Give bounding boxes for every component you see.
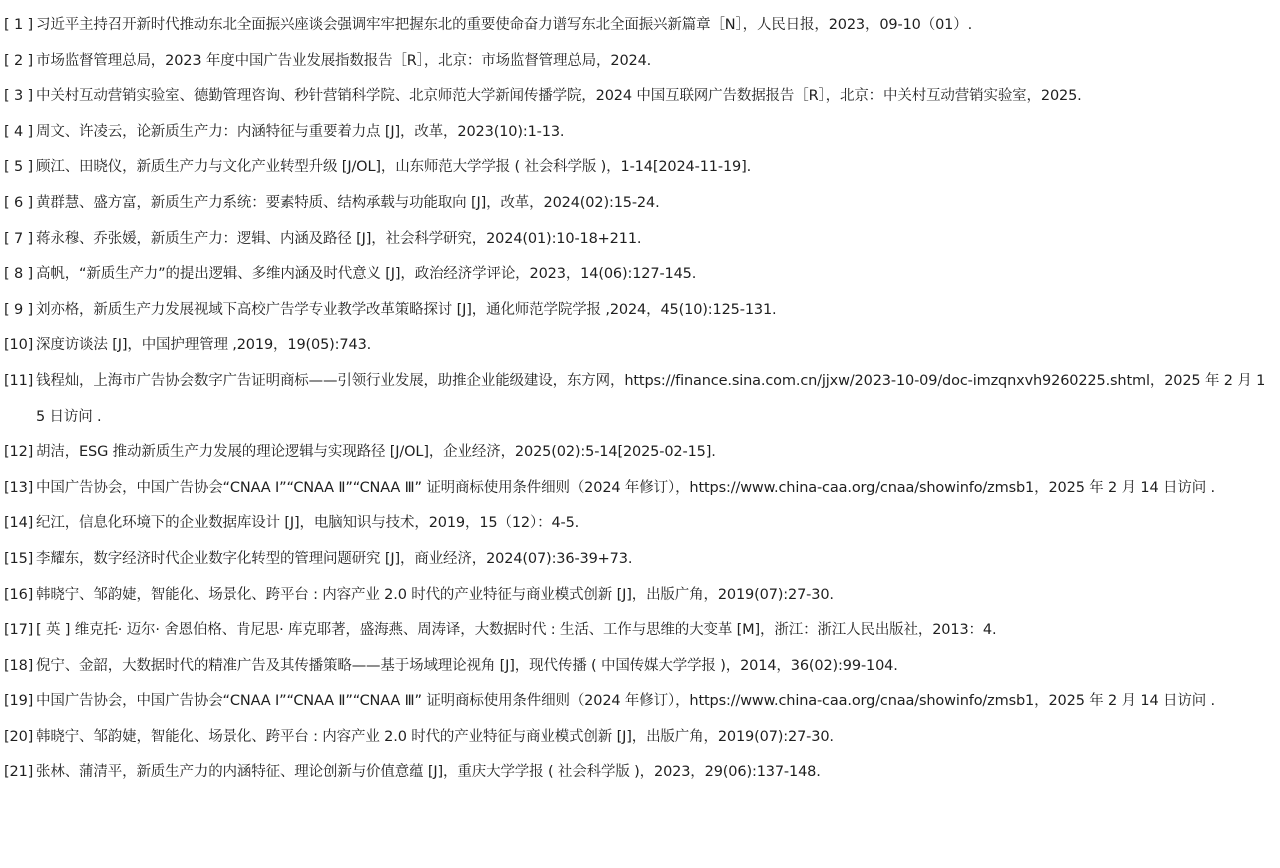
reference-number: [ 9 ] <box>4 301 34 318</box>
reference-item <box>4 328 1274 364</box>
reference-text: 中国广告协会，中国广告协会“CNAA Ⅰ”“CNAA Ⅱ”“CNAA Ⅲ” 证明商标使用条件细则（2024 年修订），https://www.china-caa.org/cnaa/showinfo/zmsb1，2025 年 2 月 14 日访问 . <box>36 693 1215 710</box>
reference-text: 市场监督管理总局，2023 年度中国广告业发展指数报告［R］，北京：市场监督管理总局，2024. <box>36 52 652 69</box>
reference-item <box>4 293 1274 329</box>
reference-number: [18] <box>4 657 34 674</box>
reference-text: 纪江，信息化环境下的企业数据库设计 [J]，电脑知识与技术，2019，15（12）：4-5. <box>36 515 580 532</box>
reference-number: [ 6 ] <box>4 194 34 211</box>
reference-text: 顾江、田晓仪，新质生产力与文化产业转型升级 [J/OL]，山东师范大学学报 ( 社会科学版 )，1-14[2024-11-19]. <box>36 159 752 176</box>
reference-text: 钱程灿，上海市广告协会数字广告证明商标——引领行业发展，助推企业能级建设，东方网，https://finance.sina.com.cn/jjxw/2023-10-09/doc-imzqnxvh9260225.shtml，2025 年 2 月 15 日访问 . <box>36 372 1266 425</box>
reference-item <box>4 755 1274 791</box>
reference-item <box>4 471 1274 507</box>
reference-number: [ 5 ] <box>4 159 34 176</box>
reference-number: [13] <box>4 479 34 496</box>
reference-number: [21] <box>4 764 34 781</box>
reference-item <box>4 44 1274 80</box>
reference-text: 中国广告协会，中国广告协会“CNAA Ⅰ”“CNAA Ⅱ”“CNAA Ⅲ” 证明商标使用条件细则（2024 年修订），https://www.china-caa.org/cnaa/showinfo/zmsb1，2025 年 2 月 14 日访问 . <box>36 479 1215 496</box>
reference-item <box>4 150 1274 186</box>
reference-item <box>4 257 1274 293</box>
reference-number: [ 8 ] <box>4 266 34 283</box>
reference-number: [12] <box>4 444 34 461</box>
reference-item <box>4 222 1274 258</box>
reference-text: 中关村互动营销实验室、德勤管理咨询、秒针营销科学院、北京师范大学新闻传播学院，2024 中国互联网广告数据报告［R］，北京：中关村互动营销实验室，2025. <box>36 88 1082 105</box>
reference-number: [ 4 ] <box>4 123 34 140</box>
reference-number: [14] <box>4 515 34 532</box>
reference-text: 张林、蒲清平，新质生产力的内涵特征、理论创新与价值意蕴 [J]，重庆大学学报 ( 社会科学版 )，2023，29(06):137-148. <box>36 764 821 781</box>
reference-item <box>4 8 1274 44</box>
reference-text: 深度访谈法 [J]，中国护理管理 ,2019，19(05):743. <box>36 337 372 354</box>
reference-number: [ 3 ] <box>4 88 34 105</box>
reference-number: [ 7 ] <box>4 230 34 247</box>
reference-item <box>4 186 1274 222</box>
reference-text: 习近平主持召开新时代推动东北全面振兴座谈会强调牢牢把握东北的重要使命奋力谱写东北全面振兴新篇章［N］，人民日报，2023，09-10（01）. <box>36 17 973 33</box>
reference-item <box>4 613 1274 649</box>
reference-text: 韩晓宁、邹韵婕，智能化、场景化、跨平台 : 内容产业 2.0 时代的产业特征与商业模式创新 [J]，出版广角，2019(07):27-30. <box>36 586 834 603</box>
reference-number: [15] <box>4 550 34 567</box>
reference-item <box>4 115 1274 151</box>
reference-item <box>4 435 1274 471</box>
reference-text: 蒋永穆、乔张媛，新质生产力：逻辑、内涵及路径 [J]，社会科学研究，2024(01):10-18+211. <box>36 230 642 247</box>
reference-number: [17] <box>4 622 34 639</box>
reference-text: 胡洁，ESG 推动新质生产力发展的理论逻辑与实现路径 [J/OL]，企业经济，2025(02):5-14[2025-02-15]. <box>36 444 716 461</box>
reference-number: [16] <box>4 586 34 603</box>
reference-list <box>4 8 1274 791</box>
reference-number: [19] <box>4 693 34 710</box>
reference-text: 黄群慧、盛方富，新质生产力系统：要素特质、结构承载与功能取向 [J]，改革，2024(02):15-24. <box>36 194 660 211</box>
reference-number: [ 1 ] <box>4 17 34 33</box>
reference-number: [10] <box>4 337 34 354</box>
reference-item <box>4 364 1274 435</box>
reference-item <box>4 542 1274 578</box>
reference-text: 高帆，“新质生产力”的提出逻辑、多维内涵及时代意义 [J]，政治经济学评论，2023，14(06):127-145. <box>36 266 697 283</box>
reference-item <box>4 720 1274 756</box>
reference-number: [11] <box>4 372 34 389</box>
reference-item <box>4 649 1274 685</box>
reference-text: [ 英 ] 维克托· 迈尔· 舍恩伯格、肯尼思· 库克耶著，盛海燕、周涛译，大数据时代 : 生活、工作与思维的大变革 [M]，浙江：浙江人民出版社，2013：4. <box>36 622 997 639</box>
reference-number: [20] <box>4 728 34 745</box>
reference-item <box>4 506 1274 542</box>
reference-text: 倪宁、金韶，大数据时代的精准广告及其传播策略——基于场域理论视角 [J]，现代传播 ( 中国传媒大学学报 )，2014，36(02):99-104. <box>36 657 898 674</box>
reference-item <box>4 578 1274 614</box>
reference-item <box>4 684 1274 720</box>
reference-text: 周文、许凌云，论新质生产力：内涵特征与重要着力点 [J]，改革，2023(10):1-13. <box>36 123 565 140</box>
reference-item <box>4 79 1274 115</box>
reference-text: 李耀东，数字经济时代企业数字化转型的管理问题研究 [J]，商业经济，2024(07):36-39+73. <box>36 550 633 567</box>
reference-text: 韩晓宁、邹韵婕，智能化、场景化、跨平台 : 内容产业 2.0 时代的产业特征与商业模式创新 [J]，出版广角，2019(07):27-30. <box>36 728 834 745</box>
reference-text: 刘亦格，新质生产力发展视域下高校广告学专业教学改革策略探讨 [J]，通化师范学院学报 ,2024，45(10):125-131. <box>36 301 777 318</box>
reference-number: [ 2 ] <box>4 52 34 69</box>
